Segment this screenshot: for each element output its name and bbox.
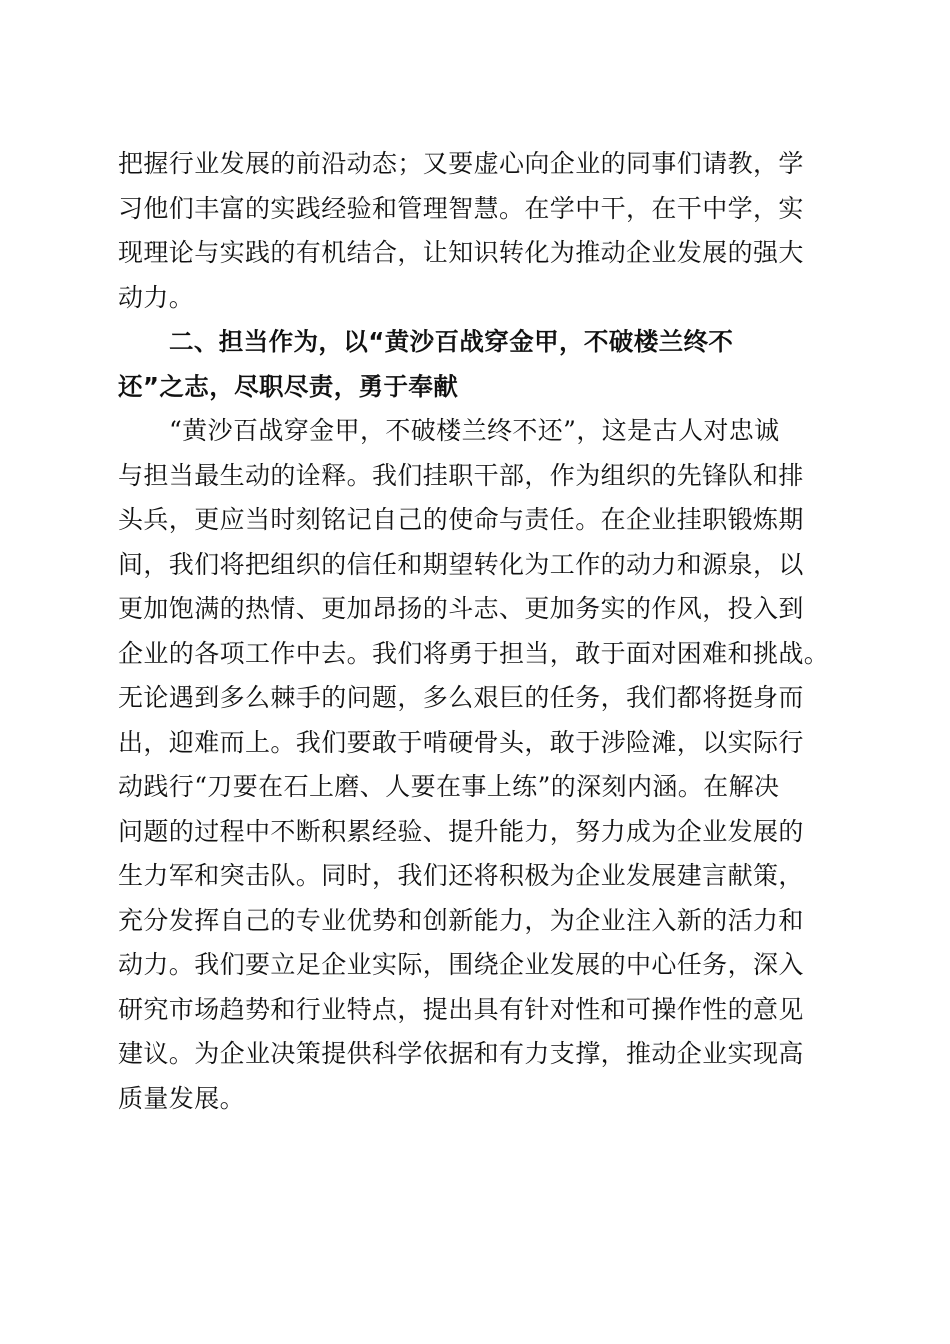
text-line: 研究市场趋势和行业特点，提出具有针对性和可操作性的意见 — [118, 994, 804, 1024]
text-line: 动力。 — [118, 282, 195, 312]
text-line: 头兵，更应当时刻铭记自己的使命与责任。在企业挂职锻炼期 — [118, 505, 804, 534]
section-heading — [118, 320, 833, 409]
text-line: 出，迎难而上。我们要敢于啃硬骨头，敢于涉险滩，以实际行 — [118, 727, 804, 757]
heading-line: 二、担当作为，以“黄沙百战穿金甲，不破楼兰终不 — [169, 327, 734, 356]
text-line: 动力。我们要立足企业实际，围绕企业发展的中心任务，深入 — [118, 950, 804, 979]
text-line: 问题的过程中不断积累经验、提升能力，努力成为企业发展的 — [118, 816, 804, 846]
text-line: 生力军和突击队。同时，我们还将积极为企业发展建言献策， — [118, 861, 804, 890]
text-line: 动践行“刀要在石上磨、人要在事上练”的深刻内涵。在解决 — [118, 772, 780, 801]
text-line: 充分发挥自己的专业优势和创新能力，为企业注入新的活力和 — [118, 905, 804, 935]
text-line: 企业的各项工作中去。我们将勇于担当，敢于面对困难和挑战。 — [118, 638, 830, 668]
paragraph-continuation — [118, 142, 833, 320]
heading-line: 还”之志，尽职尽责，勇于奉献 — [118, 371, 459, 401]
text-line: 质量发展。 — [118, 1083, 246, 1113]
section-paragraph — [118, 409, 833, 1121]
document-body — [118, 142, 833, 1121]
text-line: 间，我们将把组织的信任和期望转化为工作的动力和源泉，以 — [118, 549, 804, 579]
text-line: 建议。为企业决策提供科学依据和有力支撑，推动企业实现高 — [118, 1039, 804, 1068]
text-line: “黄沙百战穿金甲，不破楼兰终不还”，这是古人对忠诚 — [169, 416, 780, 445]
text-line: 更加饱满的热情、更加昂扬的斗志、更加务实的作风，投入到 — [118, 594, 804, 623]
text-line: 与担当最生动的诠释。我们挂职干部，作为组织的先锋队和排 — [118, 460, 804, 490]
text-line: 习他们丰富的实践经验和管理智慧。在学中干，在干中学，实 — [118, 193, 804, 223]
text-line: 无论遇到多么棘手的问题，多么艰巨的任务，我们都将挺身而 — [118, 683, 804, 712]
text-line: 现理论与实践的有机结合，让知识转化为推动企业发展的强大 — [118, 238, 804, 267]
text-line: 把握行业发展的前沿动态；又要虚心向企业的同事们请教，学 — [118, 149, 804, 178]
